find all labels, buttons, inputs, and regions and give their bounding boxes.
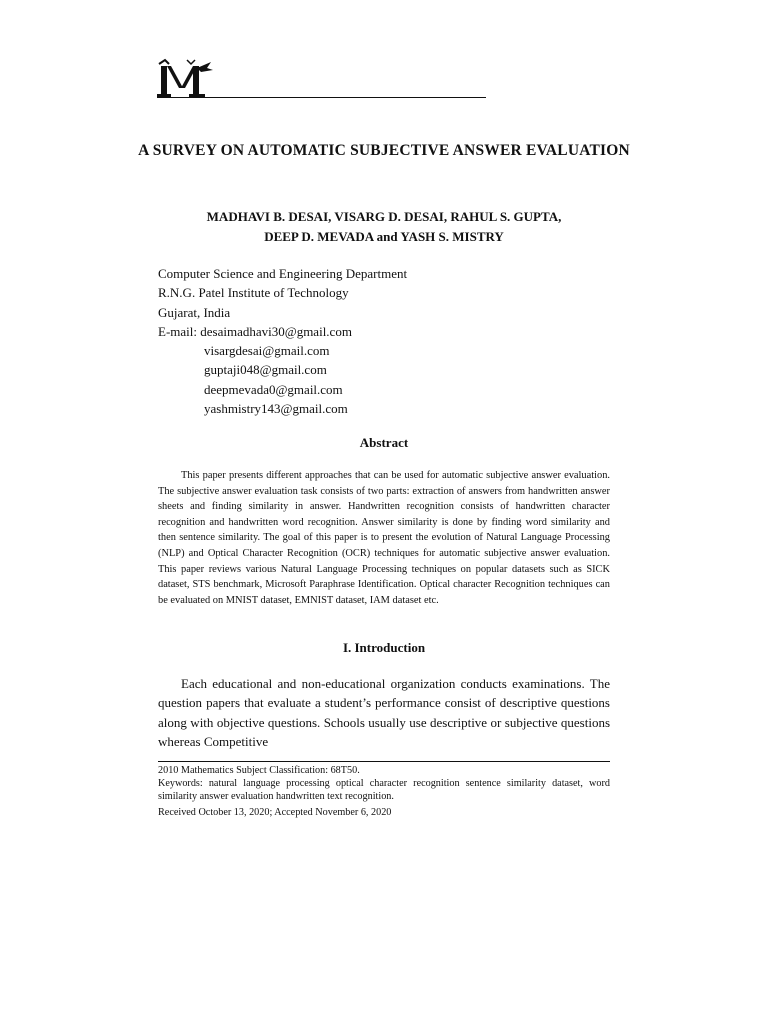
header-rule: [157, 97, 486, 98]
email-address[interactable]: visargdesai@gmail.com: [204, 343, 330, 359]
email-row: [158, 322, 407, 341]
journal-monogram-logo-icon: [157, 58, 213, 98]
abstract-body: This paper presents different approaches that can be used for automatic subjective answer evaluation. The subjective answer evaluation task consists of two parts: extraction of answers from handwritten answer sheets and finding similarity in answer. Handwritten recognition consists of handwritten character recognition and handwritten word recognition. Answer similarity is done by finding word similarity and then sentence similarity. The goal of this paper is to present the evolution of Natural Language Processing (NLP) and Optical Character Recognition (OCR) techniques for automatic subjective answer evaluation. This paper reviews various Natural Language Processing techniques on popular datasets such as SICK dataset, STS benchmark, Microsoft Paraphrase Identification. Optical character Recognition techniques can be evaluated on MNIST dataset, EMNIST dataset, IAM dataset etc.: [158, 470, 610, 606]
authors-line-1: MADHAVI B. DESAI, VISARG D. DESAI, RAHUL S. GUPTA,: [206, 209, 562, 224]
paper-title: A SURVEY ON AUTOMATIC SUBJECTIVE ANSWER EVALUATION: [138, 142, 630, 159]
introduction-body: Each educational and non-educational organization conducts examinations. The question papers that evaluate a student’s performance consist of descriptive questions along with objective questions. Schools usually use descriptive or subjective questions whereas Competitive: [158, 676, 610, 750]
institute: R.N.G. Patel Institute of Technology: [158, 285, 349, 301]
authors-line-2: DEEP D. MEVADA and YASH S. MISTRY: [264, 228, 504, 244]
footnotes: [158, 764, 610, 819]
footnote-rule: [158, 761, 610, 762]
email-address[interactable]: guptaji048@gmail.com: [204, 362, 327, 378]
department: Computer Science and Engineering Department: [158, 266, 408, 281]
keywords: Keywords: natural language processing optical character recognition sentence similarity dataset, word similarity answer evaluation handwritten text recognition.: [158, 778, 610, 803]
email-address[interactable]: yashmistry143@gmail.com: [204, 401, 348, 417]
email-address[interactable]: desaimadhavi30@gmail.com: [200, 323, 352, 339]
email-label: E-mail:: [158, 323, 201, 339]
email-address[interactable]: deepmevada0@gmail.com: [204, 381, 343, 397]
msc-classification: 2010 Mathematics Subject Classification: 68T50.: [158, 765, 360, 776]
author-list: [120, 207, 648, 246]
location: Gujarat, India: [158, 304, 231, 320]
affiliation-block: [158, 264, 407, 418]
abstract-heading: Abstract: [359, 435, 409, 450]
introduction-heading: I. Introduction: [342, 640, 426, 655]
received-dates: Received October 13, 2020; Accepted November 6, 2020: [158, 806, 392, 818]
